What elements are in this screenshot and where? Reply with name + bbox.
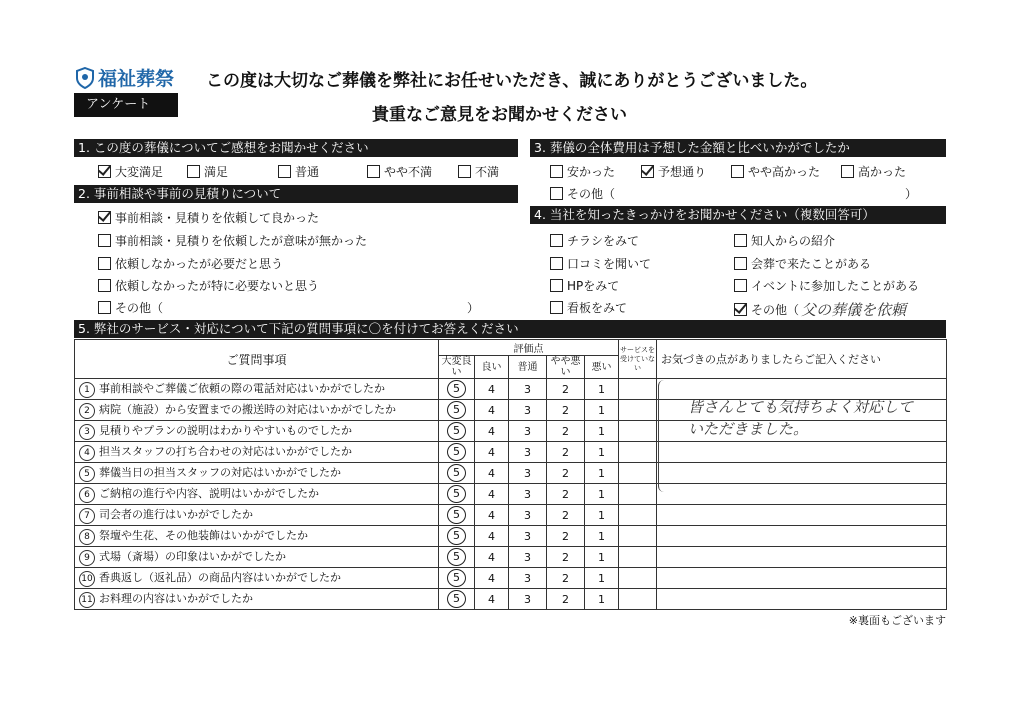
question-text: 祭壇や生花、その他装飾はいかがでしたか: [99, 529, 308, 542]
checkbox[interactable]: [734, 234, 747, 247]
question-number: 7: [79, 508, 95, 524]
score-option: 2: [562, 487, 569, 501]
option-label: 安かった: [567, 165, 616, 179]
q1-option-slightly-unsatisfied[interactable]: [367, 163, 432, 180]
q3-option-slightly-expensive[interactable]: [731, 163, 820, 180]
option-label: 会葬で来たことがある: [751, 257, 872, 271]
na-cell[interactable]: [619, 400, 657, 421]
score-cell[interactable]: [475, 400, 509, 421]
checkbox[interactable]: [550, 165, 563, 178]
score-cell[interactable]: [509, 589, 547, 610]
checkbox-checked[interactable]: [98, 165, 111, 178]
q2-option-other[interactable]: [98, 299, 163, 316]
score-cell[interactable]: [439, 442, 475, 463]
checkbox[interactable]: [98, 279, 111, 292]
score-option-selected: 5: [447, 506, 466, 524]
score-option: 4: [488, 403, 495, 417]
checkbox[interactable]: [98, 301, 111, 314]
score-cell[interactable]: [509, 379, 547, 400]
score-option: 2: [562, 529, 569, 543]
checkbox[interactable]: [550, 257, 563, 270]
question-text: 式場（斎場）の印象はいかがでしたか: [99, 550, 286, 563]
option-label: イベントに参加したことがある: [751, 279, 920, 293]
score-option: 4: [488, 529, 495, 543]
q4-other-handwritten: 父の葬儀を依頼: [801, 301, 907, 319]
score-cell[interactable]: [547, 484, 585, 505]
score-option-selected: 5: [447, 590, 466, 608]
question-number: 10: [79, 571, 95, 587]
col-comment-header: お気づきの点がありましたらご記入ください: [657, 340, 947, 379]
score-cell[interactable]: [547, 421, 585, 442]
option-label: 高かった: [858, 165, 907, 179]
option-label: 事前相談・見積りを依頼して良かった: [115, 211, 320, 225]
option-label: HPをみて: [567, 279, 620, 293]
score-option: 1: [598, 529, 605, 543]
scale-header-good: 良い: [475, 356, 509, 379]
score-option: 4: [488, 382, 495, 396]
company-logo: [76, 64, 174, 91]
page-subtitle: 貴重なご意見をお聞かせください: [372, 105, 627, 125]
comment-cell[interactable]: [657, 442, 947, 463]
logo-text: 福祉葬祭: [98, 68, 175, 90]
q1-option-satisfied[interactable]: [187, 163, 228, 180]
score-option: 2: [562, 466, 569, 480]
comment-cell[interactable]: [657, 463, 947, 484]
score-cell[interactable]: [585, 400, 619, 421]
score-cell[interactable]: [439, 589, 475, 610]
q2-other-close: ）: [467, 301, 480, 315]
score-cell[interactable]: [509, 442, 547, 463]
score-cell[interactable]: [509, 526, 547, 547]
score-option: 4: [488, 550, 495, 564]
score-option: 2: [562, 424, 569, 438]
q3-title: 3. 葬儀の全体費用は予想した金額と比べいかがでしたか: [530, 139, 946, 157]
q4-option-attended-funeral[interactable]: [734, 255, 871, 272]
na-cell[interactable]: [619, 484, 657, 505]
score-cell[interactable]: [585, 484, 619, 505]
score-option: 3: [524, 445, 531, 459]
question-text: ご納棺の進行や内容、説明はいかがでしたか: [99, 487, 319, 500]
question-text: 司会者の進行はいかがでしたか: [99, 508, 253, 521]
question-cell: [75, 463, 439, 484]
question-number: 6: [79, 487, 95, 503]
score-option-selected: 5: [447, 443, 466, 461]
comment-cell[interactable]: [657, 526, 947, 547]
option-label: 依頼しなかったが必要だと思う: [115, 257, 284, 271]
q4-option-flyer[interactable]: [550, 232, 639, 249]
comment-line-2: いただきました。: [688, 420, 809, 438]
score-cell[interactable]: [439, 463, 475, 484]
q3-option-other[interactable]: [550, 185, 615, 202]
q4-option-event[interactable]: [734, 277, 919, 294]
score-option: 3: [524, 424, 531, 438]
checkbox-checked[interactable]: [641, 165, 654, 178]
score-option: 3: [524, 508, 531, 522]
q4-title: 4. 当社を知ったきっかけをお聞かせください（複数回答可）: [530, 206, 946, 224]
score-cell[interactable]: [509, 505, 547, 526]
question-number: 5: [79, 466, 95, 482]
q3-other-close: ）: [905, 187, 918, 201]
question-number: 9: [79, 550, 95, 566]
score-option: 1: [598, 487, 605, 501]
q1-option-unsatisfied[interactable]: [458, 163, 499, 180]
score-option: 1: [598, 403, 605, 417]
question-number: 8: [79, 529, 95, 545]
question-text: 事前相談やご葬儀ご依頼の際の電話対応はいかがでしたか: [99, 382, 385, 395]
score-option: 1: [598, 592, 605, 606]
score-option-selected: 5: [447, 569, 466, 587]
option-label: 普通: [295, 165, 320, 179]
score-option-selected: 5: [447, 527, 466, 545]
option-label: その他（: [115, 301, 164, 315]
score-option: 4: [488, 592, 495, 606]
score-cell[interactable]: [475, 421, 509, 442]
option-label: 依頼しなかったが特に必要ないと思う: [115, 279, 320, 293]
score-cell[interactable]: [585, 421, 619, 442]
na-cell[interactable]: [619, 442, 657, 463]
score-cell[interactable]: [547, 589, 585, 610]
score-cell[interactable]: [509, 421, 547, 442]
q4-option-word-of-mouth[interactable]: [550, 255, 651, 272]
score-option: 1: [598, 445, 605, 459]
scale-header-slightly-bad: やや悪い: [547, 356, 585, 379]
score-option-selected: 5: [447, 485, 466, 503]
q3-option-cheap[interactable]: [550, 163, 615, 180]
score-cell[interactable]: [439, 568, 475, 589]
shield-logo-icon: [76, 67, 94, 89]
score-cell[interactable]: [547, 505, 585, 526]
col-na-header: サービスを受けていない: [619, 340, 657, 379]
score-option: 2: [562, 382, 569, 396]
option-label: 事前相談・見積りを依頼したが意味が無かった: [115, 234, 368, 248]
comment-line-1: 皆さんとても気持ちよく対応して: [688, 398, 914, 416]
score-cell[interactable]: [475, 568, 509, 589]
option-label: 大変満足: [115, 165, 164, 179]
comment-cell[interactable]: [657, 505, 947, 526]
q1-option-very-satisfied[interactable]: [98, 163, 163, 180]
score-cell[interactable]: [585, 463, 619, 484]
q2-option-4[interactable]: [98, 277, 319, 294]
question-number: 3: [79, 424, 95, 440]
option-label: やや不満: [384, 165, 433, 179]
score-cell[interactable]: [475, 589, 509, 610]
score-option: 4: [488, 424, 495, 438]
question-cell: [75, 442, 439, 463]
q2-option-3[interactable]: [98, 255, 283, 272]
question-cell: [75, 568, 439, 589]
score-cell[interactable]: [439, 547, 475, 568]
score-cell[interactable]: [475, 463, 509, 484]
table-row: [75, 442, 947, 463]
checkbox[interactable]: [458, 165, 471, 178]
score-option: 4: [488, 445, 495, 459]
checkbox[interactable]: [367, 165, 380, 178]
option-label: 知人からの紹介: [751, 234, 836, 248]
q1-title: 1. この度の葬儀についてご感想をお聞かせください: [74, 139, 518, 157]
na-cell[interactable]: [619, 463, 657, 484]
option-label: その他（: [751, 303, 800, 317]
checkbox[interactable]: [734, 257, 747, 270]
question-number: 11: [79, 592, 95, 608]
page-title: この度は大切なご葬儀を弊社にお任せいただき、誠にありがとうございました。: [206, 71, 818, 91]
question-cell: [75, 421, 439, 442]
score-cell[interactable]: [585, 442, 619, 463]
option-label: 看板をみて: [567, 301, 628, 315]
score-option-selected: 5: [447, 422, 466, 440]
score-option: 1: [598, 508, 605, 522]
na-cell[interactable]: [619, 547, 657, 568]
checkbox[interactable]: [550, 187, 563, 200]
option-label: 不満: [475, 165, 500, 179]
score-cell[interactable]: [585, 547, 619, 568]
score-option: 2: [562, 571, 569, 585]
question-text: 香典返し（返礼品）の商品内容はいかがでしたか: [99, 571, 341, 584]
q3-option-as-expected[interactable]: [641, 163, 706, 180]
score-option-selected: 5: [447, 380, 466, 398]
question-text: 病院（施設）から安置までの搬送時の対応はいかがでしたか: [99, 403, 396, 416]
score-cell[interactable]: [547, 547, 585, 568]
question-text: 担当スタッフの打ち合わせの対応はいかがでしたか: [99, 445, 352, 458]
q5-title: 5. 弊社のサービス・対応について下記の質問事項に〇を付けてお答えください: [74, 320, 946, 338]
q4-option-other[interactable]: [734, 299, 906, 320]
comment-cell[interactable]: [657, 484, 947, 505]
score-cell[interactable]: [585, 526, 619, 547]
checkbox[interactable]: [98, 257, 111, 270]
option-label: その他（: [567, 187, 616, 201]
question-cell: [75, 505, 439, 526]
checkbox[interactable]: [550, 234, 563, 247]
score-option: 2: [562, 403, 569, 417]
score-option: 1: [598, 382, 605, 396]
option-label: チラシをみて: [567, 234, 640, 248]
score-option: 4: [488, 466, 495, 480]
na-cell[interactable]: [619, 526, 657, 547]
score-cell[interactable]: [585, 568, 619, 589]
na-cell[interactable]: [619, 589, 657, 610]
score-option: 1: [598, 550, 605, 564]
comment-cell[interactable]: [657, 547, 947, 568]
score-option: 3: [524, 571, 531, 585]
table-row: [75, 463, 947, 484]
score-option: 3: [524, 382, 531, 396]
score-option-selected: 5: [447, 548, 466, 566]
score-cell[interactable]: [509, 568, 547, 589]
score-cell[interactable]: [509, 484, 547, 505]
question-number: 4: [79, 445, 95, 461]
survey-table: [74, 339, 947, 610]
score-cell[interactable]: [547, 442, 585, 463]
score-cell[interactable]: [439, 379, 475, 400]
score-cell[interactable]: [509, 547, 547, 568]
scale-header-bad: 悪い: [585, 356, 619, 379]
q2-title: 2. 事前相談や事前の見積りについて: [74, 185, 518, 203]
score-option: 2: [562, 550, 569, 564]
score-cell[interactable]: [439, 400, 475, 421]
col-question-header: ご質問事項: [75, 340, 439, 379]
option-label: 口コミを聞いて: [567, 257, 652, 271]
question-text: お料理の内容はいかがでしたか: [99, 592, 253, 605]
back-page-note: ※裏面もございます: [848, 614, 946, 627]
table-row: [75, 568, 947, 589]
score-cell[interactable]: [547, 526, 585, 547]
comment-cell[interactable]: [657, 589, 947, 610]
score-cell[interactable]: [509, 463, 547, 484]
checkbox[interactable]: [550, 301, 563, 314]
q2-option-2[interactable]: [98, 232, 367, 249]
score-cell[interactable]: [585, 379, 619, 400]
score-option: 2: [562, 445, 569, 459]
checkbox[interactable]: [841, 165, 854, 178]
checkbox[interactable]: [98, 234, 111, 247]
score-cell[interactable]: [547, 568, 585, 589]
score-option: 3: [524, 466, 531, 480]
option-label: 予想通り: [658, 165, 707, 179]
score-option: 1: [598, 571, 605, 585]
score-cell[interactable]: [475, 442, 509, 463]
score-cell[interactable]: [439, 505, 475, 526]
score-cell[interactable]: [475, 484, 509, 505]
question-cell: [75, 400, 439, 421]
table-row: [75, 589, 947, 610]
q4-option-referral[interactable]: [734, 232, 835, 249]
question-number: 2: [79, 403, 95, 419]
checkbox[interactable]: [734, 279, 747, 292]
na-cell[interactable]: [619, 379, 657, 400]
scale-header-very-good: 大変良い: [439, 356, 475, 379]
question-cell: [75, 379, 439, 400]
score-cell[interactable]: [439, 421, 475, 442]
score-option: 2: [562, 508, 569, 522]
question-cell: [75, 484, 439, 505]
score-cell[interactable]: [547, 379, 585, 400]
table-row: [75, 484, 947, 505]
na-cell[interactable]: [619, 421, 657, 442]
table-row: [75, 505, 947, 526]
option-label: 満足: [204, 165, 229, 179]
option-label: やや高かった: [748, 165, 821, 179]
checkbox-checked[interactable]: [734, 303, 747, 316]
na-cell[interactable]: [619, 568, 657, 589]
score-option: 4: [488, 487, 495, 501]
score-option: 3: [524, 529, 531, 543]
na-cell[interactable]: [619, 505, 657, 526]
survey-tag: アンケート: [74, 93, 178, 117]
checkbox-checked[interactable]: [98, 211, 111, 224]
checkbox[interactable]: [550, 279, 563, 292]
score-option: 3: [524, 487, 531, 501]
score-option: 3: [524, 592, 531, 606]
score-option: 4: [488, 508, 495, 522]
score-option: 4: [488, 571, 495, 585]
score-cell[interactable]: [585, 589, 619, 610]
col-eval-header: 評価点: [439, 340, 619, 356]
table-row: [75, 526, 947, 547]
question-cell: [75, 589, 439, 610]
q3-option-expensive[interactable]: [841, 163, 906, 180]
score-cell[interactable]: [547, 400, 585, 421]
score-option-selected: 5: [447, 464, 466, 482]
question-cell: [75, 526, 439, 547]
comment-cell[interactable]: [657, 568, 947, 589]
q4-option-website[interactable]: [550, 277, 619, 294]
score-cell[interactable]: [475, 505, 509, 526]
score-option: 1: [598, 466, 605, 480]
score-option: 2: [562, 592, 569, 606]
score-cell[interactable]: [439, 484, 475, 505]
question-text: 葬儀当日の担当スタッフの対応はいかがでしたか: [99, 466, 341, 479]
checkbox[interactable]: [187, 165, 200, 178]
score-cell[interactable]: [475, 379, 509, 400]
score-cell[interactable]: [547, 463, 585, 484]
q4-option-signboard[interactable]: [550, 299, 627, 316]
question-text: 見積りやプランの説明はわかりやすいものでしたか: [99, 424, 352, 437]
scale-header-normal: 普通: [509, 356, 547, 379]
checkbox[interactable]: [278, 165, 291, 178]
score-option: 1: [598, 424, 605, 438]
score-cell[interactable]: [475, 547, 509, 568]
handwritten-comment: [688, 396, 928, 440]
score-cell[interactable]: [439, 526, 475, 547]
table-row: [75, 547, 947, 568]
q2-option-1[interactable]: [98, 209, 319, 226]
score-option: 3: [524, 403, 531, 417]
score-cell[interactable]: [509, 400, 547, 421]
score-cell[interactable]: [585, 505, 619, 526]
checkbox[interactable]: [731, 165, 744, 178]
score-option: 3: [524, 550, 531, 564]
score-cell[interactable]: [475, 526, 509, 547]
q1-option-normal[interactable]: [278, 163, 319, 180]
comment-bracket: [658, 380, 667, 492]
question-number: 1: [79, 382, 95, 398]
score-option-selected: 5: [447, 401, 466, 419]
question-cell: [75, 547, 439, 568]
